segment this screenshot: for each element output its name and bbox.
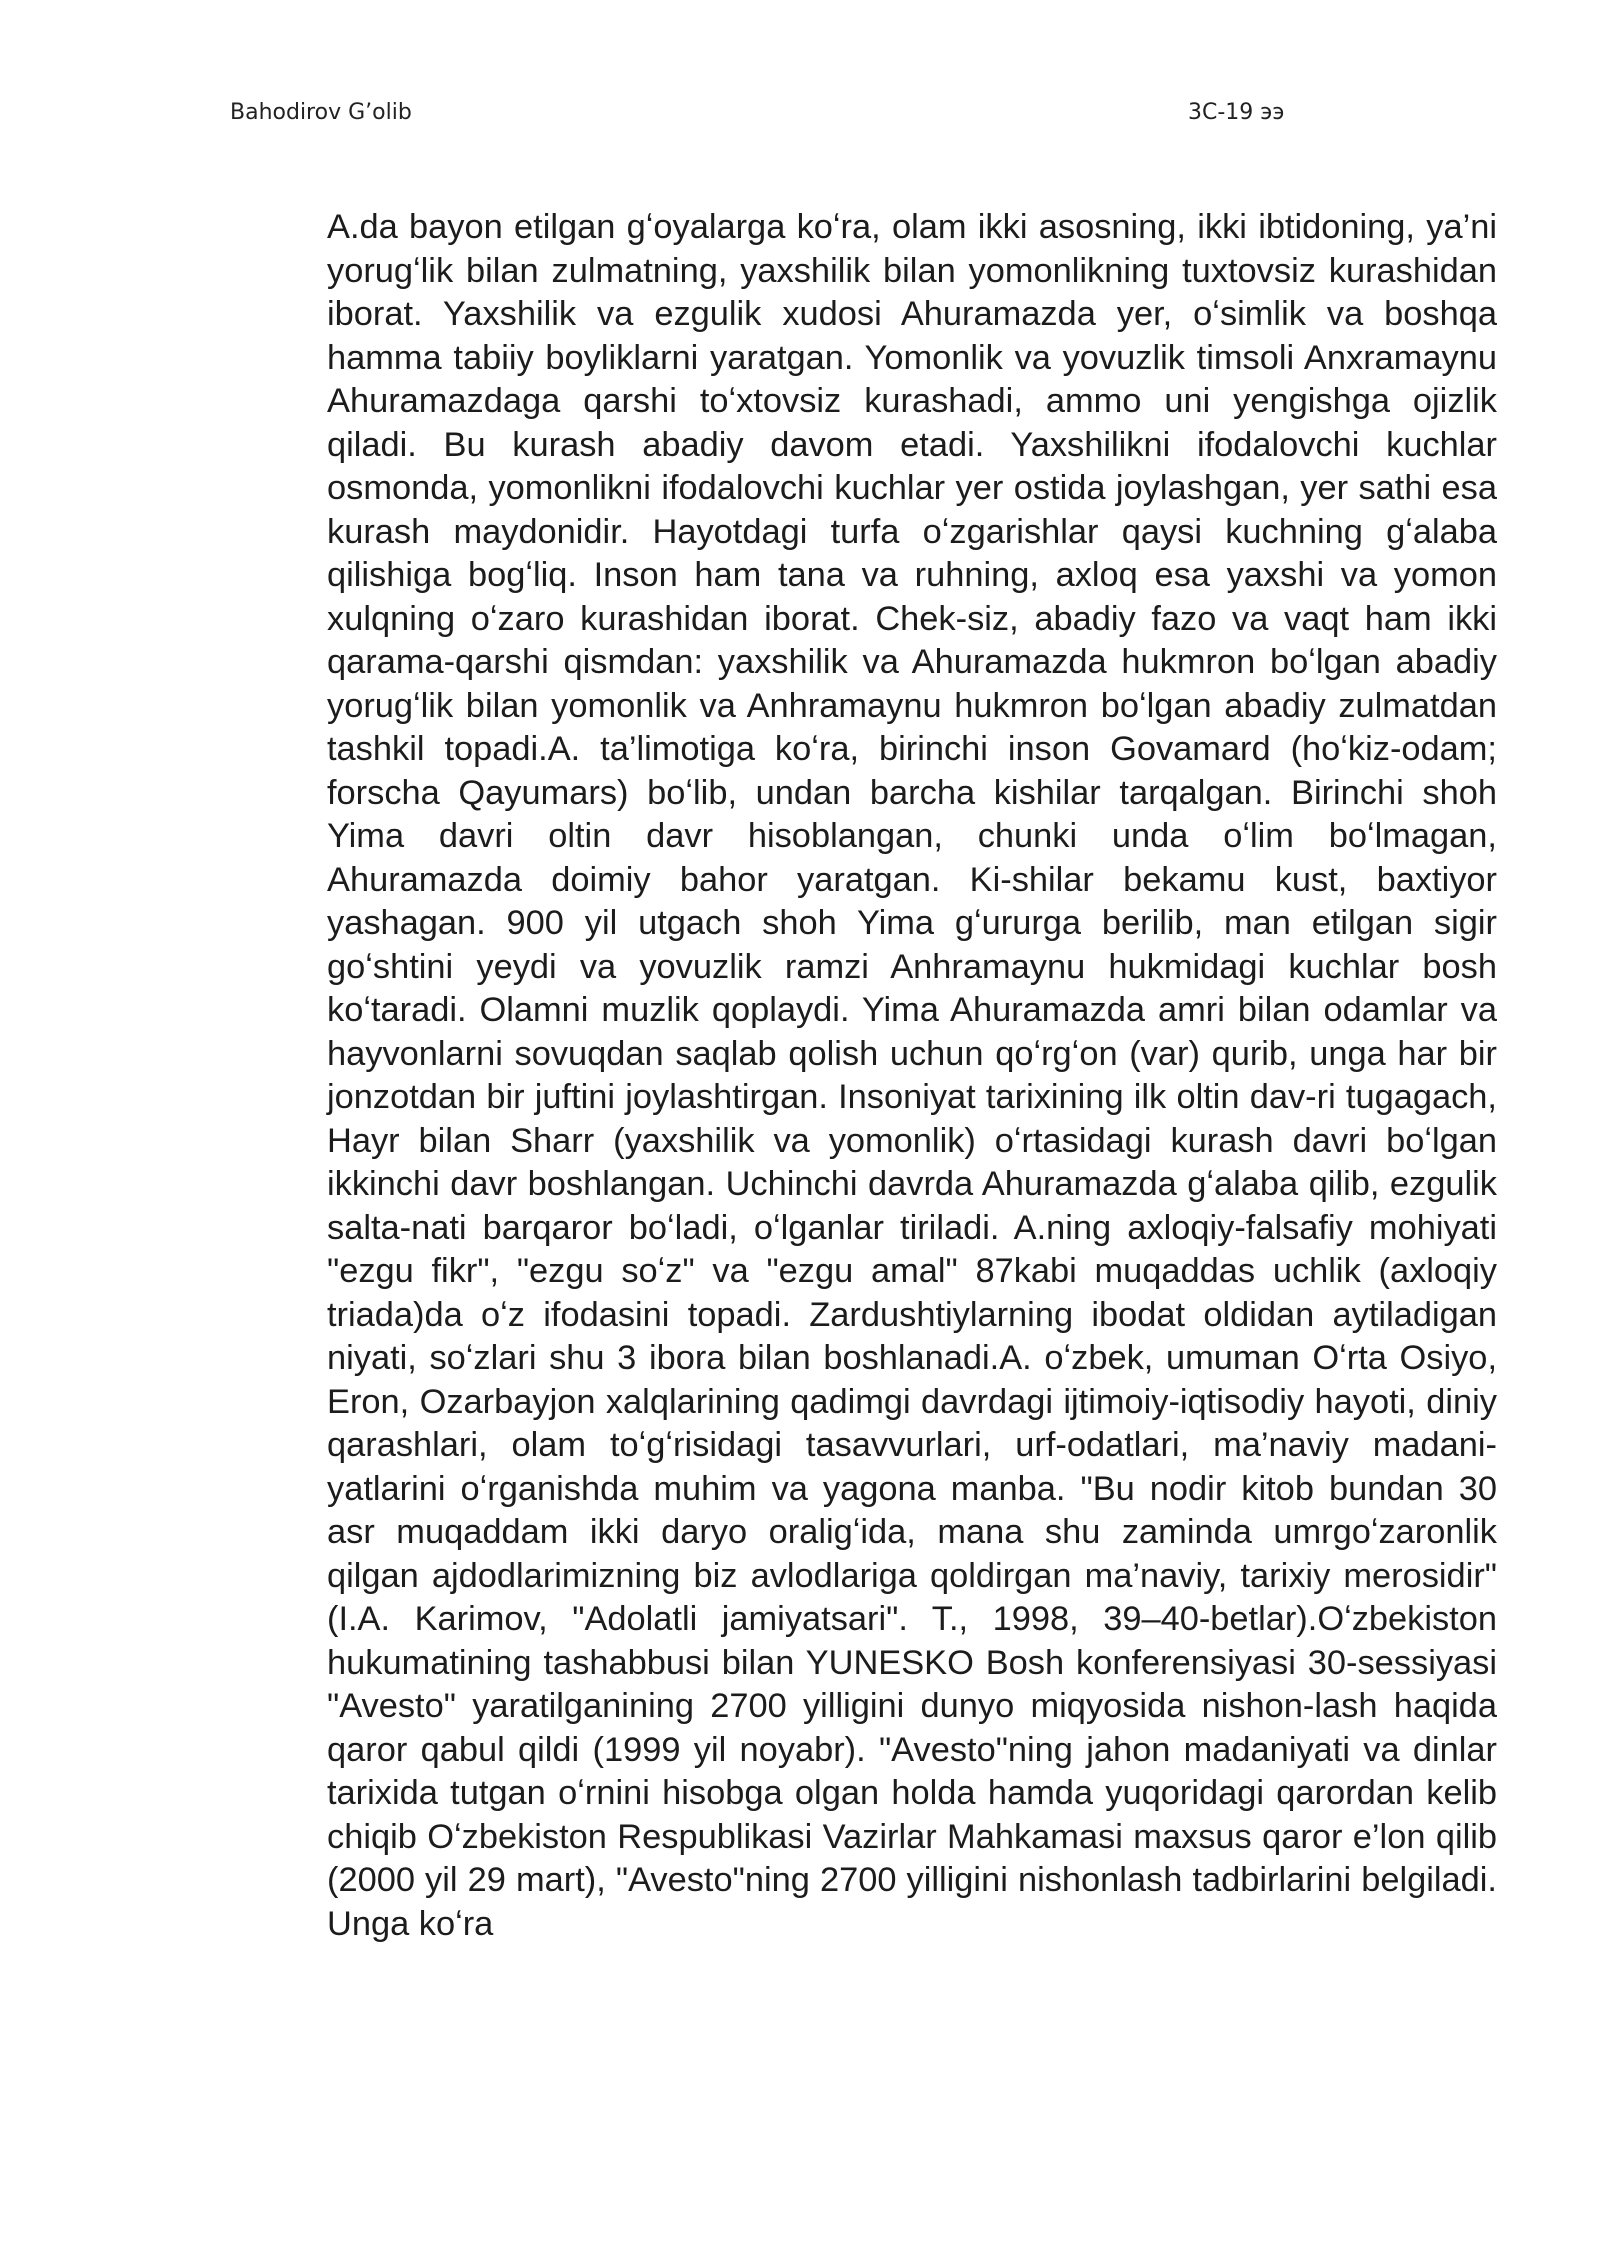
page-header [230, 100, 1300, 132]
header-author: Bahodirov G’olib [230, 100, 412, 125]
header-group: 3C-19 ээ [1188, 100, 1285, 125]
body-paragraph: A.da bayon etilgan gʻoyalarga koʻra, olam ikki asosning, ikki ibtidoning, ya’ni yorugʻlik bilan zulmatning, yaxshilik bilan yomonlikning tuxtovsiz kurashidan iborat. Yaxshilik va ezgulik xudosi Ahuramazda yer, oʻsimlik va boshqa hamma tabiiy boyliklarni yaratgan. Yomonlik va yovuzlik timsoli Anxramaynu Ahuramazdaga qarshi toʻxtovsiz kurashadi, ammo uni yengishga ojizlik qiladi. Bu kurash abadiy davom etadi. Yaxshilikni ifodalovchi kuchlar osmonda, yomonlikni ifodalovchi kuchlar yer ostida joylashgan, yer sathi esa kurash maydonidir. Hayotdagi turfa oʻzgarishlar qaysi kuchning gʻalaba qilishiga bogʻliq. Inson ham tana va ruhning, axloq esa yaxshi va yomon xulqning oʻzaro kurashidan iborat. Chek-siz, abadiy fazo va vaqt ham ikki qarama-qarshi qismdan: yaxshilik va Ahuramazda hukmron boʻlgan abadiy yorugʻlik bilan yomonlik va Anhramaynu hukmron boʻlgan abadiy zulmatdan tashkil topadi.A. ta’limotiga koʻra, birinchi inson Govamard (hoʻkiz-odam; forscha Qayumars) boʻlib, undan barcha kishilar tarqalgan. Birinchi shoh Yima davri oltin davr hisoblangan, chunki unda oʻlim boʻlmagan, Ahuramazda doimiy bahor yaratgan. Ki-shilar bekamu kust, baxtiyor yashagan. 900 yil utgach shoh Yima gʻururga berilib, man etilgan sigir goʻshtini yeydi va yovuzlik ramzi Anhramaynu hukmidagi kuchlar bosh koʻtaradi. Olamni muzlik qoplaydi. Yima Ahuramazda amri bilan odamlar va hayvonlarni sovuqdan saqlab qolish uchun qoʻrgʻon (var) qurib, unga har bir jonzotdan bir juftini joylashtirgan. Insoniyat tarixining ilk oltin dav-ri tugagach, Hayr bilan Sharr (yaxshilik va yomonlik) oʻrtasidagi kurash davri boʻlgan ikkinchi davr boshlangan. Uchinchi davrda Ahuramazda gʻalaba qilib, ezgulik salta-nati barqaror boʻladi, oʻlganlar tiriladi. A.ning axloqiy-falsafiy mohiyati "ezgu fikr", "ezgu soʻz" va "ezgu amal" 87kabi muqaddas uchlik (axloqiy triada)da oʻz ifodasini topadi. Zardushtiylarning ibodat oldidan aytiladigan niyati, soʻzlari shu 3 ibora bilan boshlanadi.A. oʻzbek, umuman Oʻrta Osiyo, Eron, Ozarbayjon xalqlarining qadimgi davrdagi ijtimoiy-iqtisodiy hayoti, diniy qarashlari, olam toʻgʻrisidagi tasavvurlari, urf-odatlari, ma’naviy madani-yatlarini oʻrganishda muhim va yagona manba. "Bu nodir kitob bundan 30 asr muqaddam ikki daryo oraligʻida, mana shu zaminda umrgoʻzaronlik qilgan ajdodlarimizning biz avlodlariga qoldirgan ma’naviy, tarixiy merosidir" (I.A. Karimov, "Adolatli jamiyatsari". T., 1998, 39–40-betlar).Oʻzbekiston hukumatining tashabbusi bilan YUNESKO Bosh konferensiyasi 30-sessiyasi "Avesto" yaratilganining 2700 yilligini dunyo miqyosida nishon-lash haqida qaror qabul qildi (1999 yil noyabr). "Avesto"ning jahon madaniyati va dinlar tarixida tutgan oʻrnini hisobga olgan holda hamda yuqoridagi qarordan kelib chiqib Oʻzbekiston Respublikasi Vazirlar Mahkamasi maxsus qaror e’lon qilib (2000 yil 29 mart), "Avesto"ning 2700 yilligini nishonlash tadbirlarini belgiladi. Unga koʻra [327, 208, 1497, 1943]
